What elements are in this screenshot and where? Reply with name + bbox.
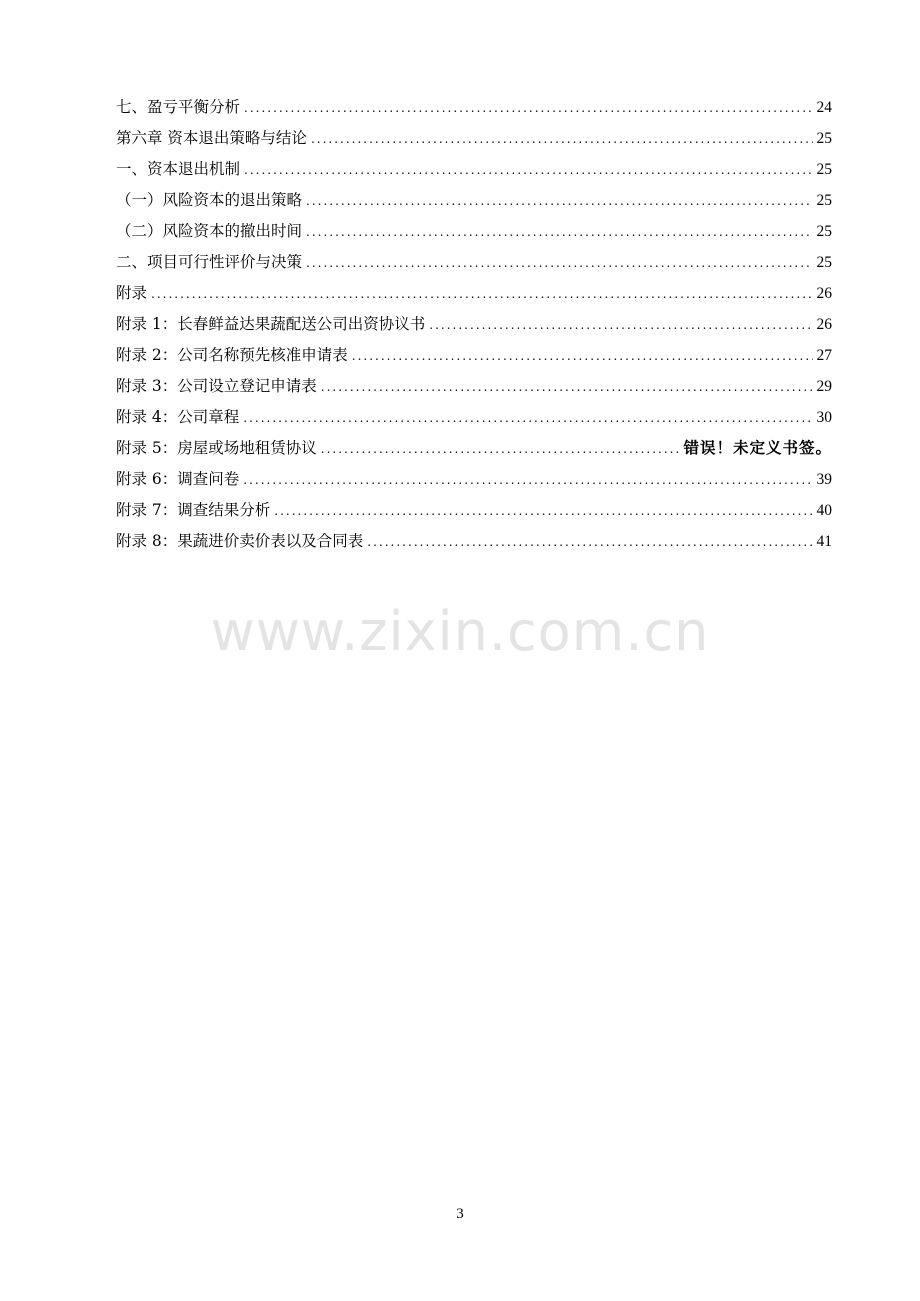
toc-entry-page: 25 xyxy=(816,192,832,209)
toc-entry-title: 二、项目可行性评价与决策 xyxy=(116,253,303,271)
toc-dot-leader xyxy=(311,124,813,155)
toc-entry-bookmark-error: 错误！未定义书签。 xyxy=(683,439,832,457)
toc-dot-leader xyxy=(429,310,812,341)
toc-entry[interactable] xyxy=(116,154,832,185)
toc-entry[interactable] xyxy=(116,340,832,371)
toc-entry-title: （一）风险资本的退出策略 xyxy=(116,191,303,209)
toc-dot-leader xyxy=(306,217,812,248)
toc-entry-title: 附录 xyxy=(116,284,148,302)
toc-entry-page: 25 xyxy=(816,254,832,271)
toc-entry-page: 25 xyxy=(816,223,832,240)
toc-entry-page: 26 xyxy=(816,285,832,302)
toc-dot-leader xyxy=(274,496,812,527)
toc-entry[interactable] xyxy=(116,309,832,340)
toc-entry-page: 30 xyxy=(816,409,832,426)
toc-entry-page: 26 xyxy=(816,316,832,333)
toc-entry-title: 附录 3：公司设立登记申请表 xyxy=(116,377,317,395)
toc-entry-title: 一、资本退出机制 xyxy=(116,160,241,178)
toc-dot-leader xyxy=(151,279,812,310)
toc-dot-leader xyxy=(244,93,812,124)
toc-dot-leader xyxy=(352,341,813,372)
toc-entry-title: 附录 5：房屋或场地租赁协议 xyxy=(116,439,317,457)
toc-entry[interactable] xyxy=(116,495,832,526)
toc-entry-title: （二）风险资本的撤出时间 xyxy=(116,222,303,240)
toc-entry[interactable] xyxy=(116,185,832,216)
toc-dot-leader xyxy=(321,372,813,403)
toc-entry-page: 39 xyxy=(816,471,832,488)
toc-entry[interactable] xyxy=(116,433,832,464)
toc-entry[interactable] xyxy=(116,402,832,433)
toc-dot-leader xyxy=(367,527,812,558)
toc-dot-leader xyxy=(244,155,812,186)
toc-entry-title: 附录 1：长春鲜益达果蔬配送公司出资协议书 xyxy=(116,315,426,333)
toc-entry-page: 29 xyxy=(816,378,832,395)
toc-entry[interactable] xyxy=(116,371,832,402)
toc-entry-page: 24 xyxy=(816,99,832,116)
toc-entry-title: 附录 4：公司章程 xyxy=(116,408,240,426)
toc-entry-page: 27 xyxy=(816,347,832,364)
toc-entry-title: 第六章 资本退出策略与结论 xyxy=(116,129,307,147)
toc-dot-leader xyxy=(306,186,812,217)
toc-entry-page: 25 xyxy=(816,130,832,147)
toc-entry[interactable] xyxy=(116,216,832,247)
page-number: 3 xyxy=(456,1206,464,1222)
table-of-contents xyxy=(116,92,832,557)
toc-entry-title: 附录 8：果蔬进价卖价表以及合同表 xyxy=(116,532,364,550)
toc-entry[interactable] xyxy=(116,464,832,495)
toc-dot-leader xyxy=(243,465,812,496)
toc-entry[interactable] xyxy=(116,526,832,557)
toc-entry[interactable] xyxy=(116,123,832,154)
toc-entry-title: 附录 6：调查问卷 xyxy=(116,470,240,488)
toc-dot-leader xyxy=(321,434,680,465)
toc-entry[interactable] xyxy=(116,92,832,123)
watermark: www.zixin.com.cn xyxy=(210,600,710,663)
toc-entry[interactable] xyxy=(116,278,832,309)
toc-entry-page: 25 xyxy=(816,161,832,178)
toc-entry-title: 附录 2：公司名称预先核准申请表 xyxy=(116,346,348,364)
toc-entry-page: 41 xyxy=(816,533,832,550)
toc-entry-page: 40 xyxy=(816,502,832,519)
toc-dot-leader xyxy=(306,248,812,279)
toc-entry-title: 附录 7：调查结果分析 xyxy=(116,501,271,519)
toc-entry-title: 七、盈亏平衡分析 xyxy=(116,98,241,116)
toc-entry[interactable] xyxy=(116,247,832,278)
toc-dot-leader xyxy=(243,403,812,434)
